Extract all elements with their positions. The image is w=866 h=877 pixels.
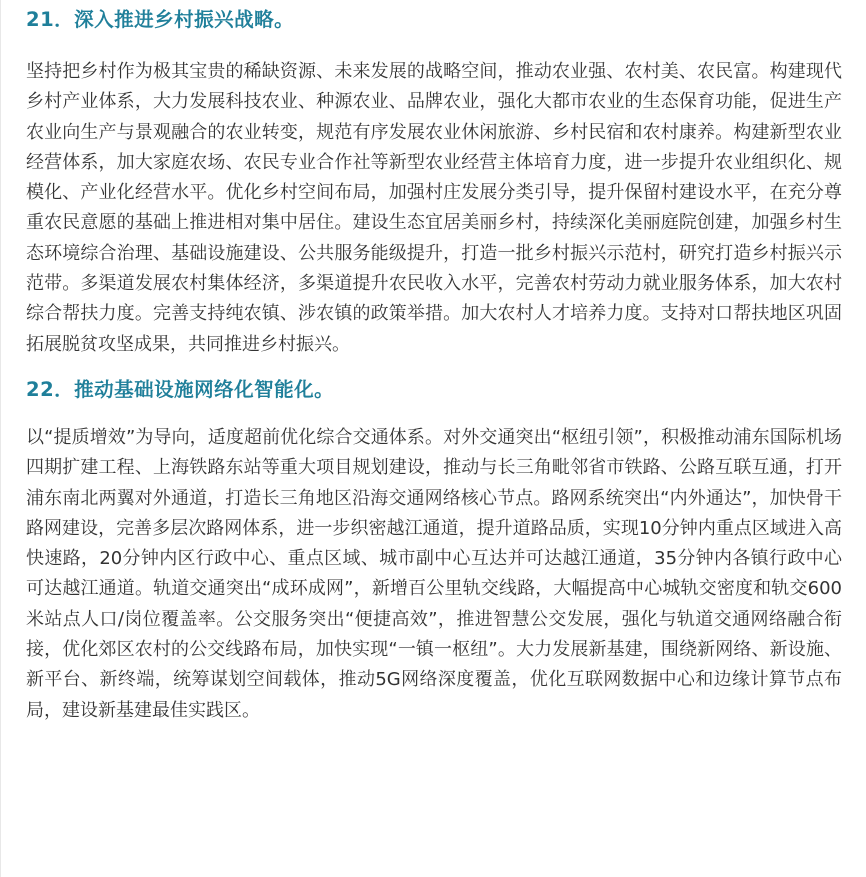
section-22-heading: 22．推动基础设施网络化智能化。 <box>26 377 335 401</box>
section-21-body: 坚持把乡村作为极其宝贵的稀缺资源、未来发展的战略空间，推动农业强、农村美、农民富。构建现代乡村产业体系，大力发展科技农业、种源农业、品牌农业，强化大都市农业的生态保育功能，促进生产农业向生产与景观融合的农业转变，规范有序发展农业休闲旅游、乡村民宿和农村康养。构建新型农业经营体系，加大家庭农场、农民专业合作社等新型农业经营主体培育力度，进一步提升农业组织化、规模化、产业化经营水平。优化乡村空间布局，加强村庄发展分类引导，提升保留村建设水平，在充分尊重农民意愿的基础上推进相对集中居住。建设生态宜居美丽乡村，持续深化美丽庭院创建，加强乡村生态环境综合治理、基础设施建设、公共服务能级提升，打造一批乡村振兴示范村，研究打造乡村振兴示范带。多渠道发展农村集体经济，多渠道提升农民收入水平，完善农村劳动力就业服务体系，加大农村综合帮扶力度。完善支持纯农镇、涉农镇的政策举措。加大农村人才培养力度。支持对口帮扶地区巩固拓展脱贫攻坚成果，共同推进乡村振兴。 <box>26 61 842 355</box>
section-21-heading: 21．深入推进乡村振兴战略。 <box>26 8 295 31</box>
section-22-body: 以“提质增效”为导向，适度超前优化综合交通体系。对外交通突出“枢纽引领”，积极推动浦东国际机场四期扩建工程、上海铁路东站等重大项目规划建设，推动与长三角毗邻省市铁路、公路互联互通，打开浦东南北两翼对外通道，打造长三角地区沿海交通网络核心节点。路网系统突出“内外通达”，加快骨干路网建设，完善多层次路网体系，进一步织密越江通道，提升道路品质，实现10分钟内重点区域进入高快速路，20分钟内区行政中心、重点区域、城市副中心互达并可达越江通道，35分钟内各镇行政中心可达越江通道。轨道交通突出“成环成网”，新增百公里轨交线路，大幅提高中心城轨交密度和轨交600米站点人口/岗位覆盖率。公交服务突出“便捷高效”，推进智慧公交发展，强化与轨道交通网络融合衔接，优化郊区农村的公交线路布局，加快实现“一镇一枢纽”。大力发展新基建，围绕新网络、新设施、新平台、新终端，统筹谋划空间载体，推动5G网络深度覆盖，优化互联网数据中心和边缘计算节点布局，建设新基建最佳实践区。 <box>26 426 842 721</box>
section-gap <box>26 360 842 377</box>
